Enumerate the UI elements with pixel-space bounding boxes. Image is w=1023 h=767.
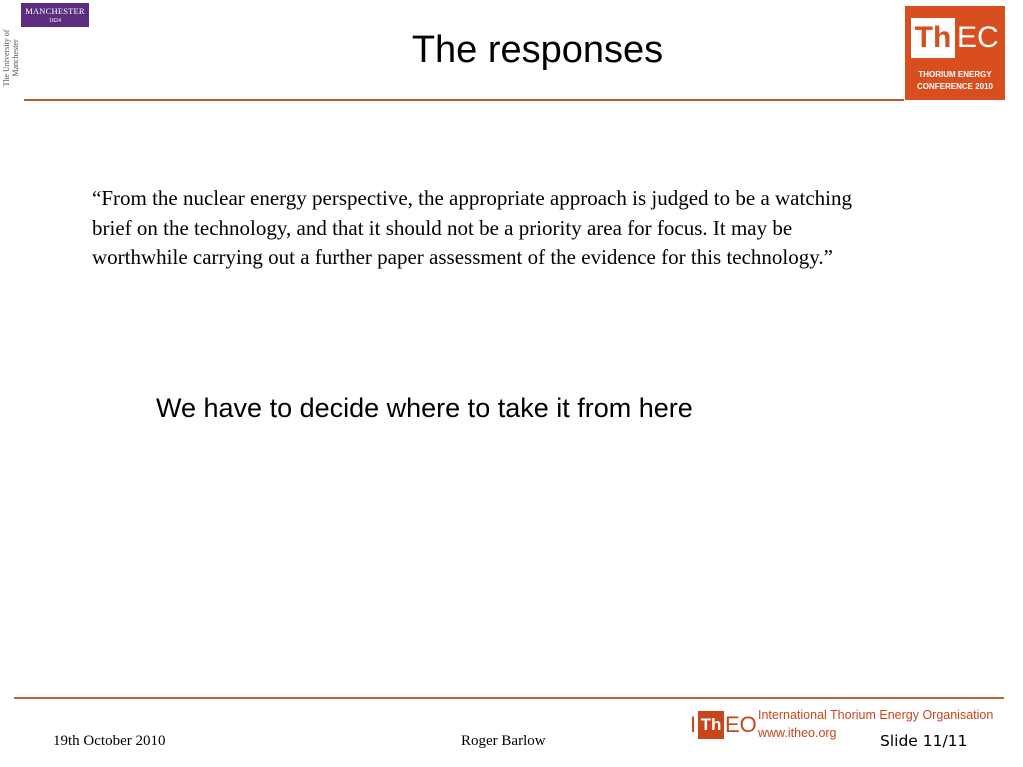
header-divider	[24, 99, 904, 101]
footer-divider	[14, 697, 1004, 699]
organisation-logo-i: I	[690, 712, 697, 737]
conference-logo-th: Th	[911, 18, 955, 58]
organisation-logo-eo: EO	[725, 712, 757, 737]
footer-author: Roger Barlow	[461, 733, 546, 749]
slide-title: The responses	[411, 29, 664, 71]
slide-number: Slide 11/11	[880, 732, 968, 750]
organisation-logo-th: Th	[698, 711, 724, 739]
quote-text: “From the nuclear energy perspective, the appropriate approach is judged to be a watching brief on the technology, and that it should not be a priority area for focus. It may be worthwhile carrying out a further paper assessment of the evidence for this technology.”	[92, 186, 852, 269]
conference-logo	[905, 6, 1005, 100]
footer-date: 19th October 2010	[53, 733, 166, 749]
university-logo	[21, 3, 89, 27]
conference-logo-ec: EC	[957, 21, 999, 54]
university-name-vertical: The University of Manchester	[2, 29, 20, 87]
university-logo-year: 1824	[49, 18, 61, 24]
organisation-url: www.itheo.org	[758, 726, 837, 740]
statement-text: We have to decide where to take it from here	[156, 393, 693, 423]
university-logo-wordmark: MANCHESTER	[25, 6, 85, 16]
conference-logo-subtitle: THORIUM ENERGY CONFERENCE 2010	[916, 70, 994, 91]
organisation-name: International Thorium Energy Organisation	[758, 708, 994, 722]
